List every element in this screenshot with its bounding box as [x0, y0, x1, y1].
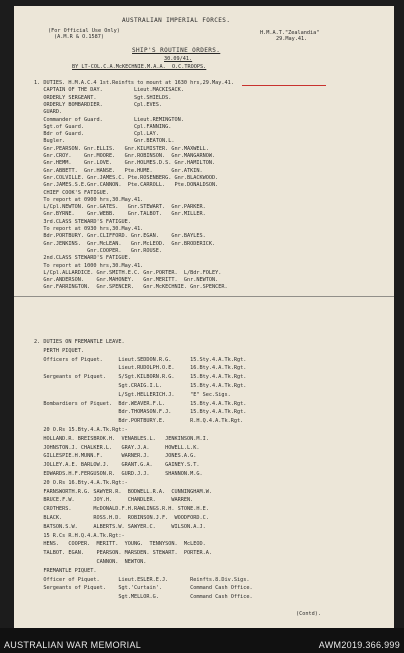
- orders-date: 30.09/41.: [164, 56, 193, 62]
- document-line: Sgt.MELLOR.G. Command Cash Office.: [34, 594, 253, 601]
- document-line: To report at 0930 hrs,30.May.41.: [34, 226, 144, 232]
- document-line: CANNON. NEWTON.: [34, 559, 147, 565]
- document-line: Lieut.RUDOLPH.O.E. 16.Bty.4.A.Tk.Rgt.: [34, 365, 247, 372]
- document-line: JOHNSTON.J. CHALKER.L. GRAY.J.A. HOWELL.L.K.: [34, 444, 200, 451]
- document-line: Bdr.THOMASON.F.J. 15.Bty.4.A.Tk.Rgt.: [34, 409, 247, 416]
- document-line: TALBOT. EGAN. PEARSON. MARSDEN. STEWART. PORTER.A.: [34, 550, 213, 557]
- document-line: CAPTAIN OF THE DAY. Lieut.MACKISACK.: [34, 87, 184, 94]
- continued-label: (Contd).: [296, 611, 321, 617]
- document-line: To report at 0900 hrs,30.May.41.: [34, 196, 144, 203]
- document-line: FARNSWORTH.R.G. SAWYER.R. BODWELL.R.A. CUNNINGHAM.W.: [34, 488, 213, 495]
- document-line: EDWARDS.H.F.FERGUSON.R. GURD.J.J. SHANNON.M.G.: [34, 471, 203, 477]
- orders-title: SHIP'S ROUTINE ORDERS.: [132, 47, 221, 54]
- document-line: L/Cpl.NEWTON. Gnr.GATES. Gnr.STEWART. Gnr.PARKER.: [34, 204, 206, 211]
- document-line: Gnr.COOPER. Gnr.ROUSE.: [34, 247, 163, 254]
- ship-name: H.M.A.T."Zealandia": [260, 30, 320, 36]
- document-line: JOLLEY.A.E. BARLOW.J. GRANT.G.A. GAINEY.S.T.: [34, 462, 200, 469]
- document-line: 1. DUTIES. H.M.A.C.4 1st.Reinfts to mount at 1630 hrs,29.May.41.: [34, 80, 234, 86]
- document-line: Commander of Guard. Lieut.REMINGTON.: [34, 116, 184, 123]
- document-line: BLACK. ROSS.H.D. ROBINSON.J.F. WOODFORD.C.: [34, 515, 209, 521]
- document-line: Sgt.CRAIG.I.L. 15.Bty.4.A.Tk.Rgt.: [34, 383, 247, 389]
- red-underline-mark: [242, 85, 326, 86]
- document-line: BATSON.S.W. ALBERTS.W. SAWYER.C. WILSON.A.J.: [34, 523, 206, 530]
- document-line: ORDERLY SERGEANT. Sgt.SHIELDS.: [34, 94, 172, 101]
- document-line: GUARD.: [34, 109, 63, 116]
- document-line: To report at 1000 hrs,30.May.41.: [34, 262, 144, 269]
- document-line: CHIEF COOK'S FATIGUE.: [34, 189, 109, 196]
- document-line: Bdr.PORTBURY.E. R.H.Q.4.A.Tk.Rgt.: [34, 418, 244, 425]
- document-line: HOLLAND.R. BREISBROK.H. VENABLES.L. JENKINSON.M.I.: [34, 435, 209, 442]
- document-line: Bombardiers of Piquet. Bdr.WEAVER.F.L. 15.Bty.4.A.Tk.Rgt.: [34, 400, 247, 407]
- document-line: Sergeants of Piquet. Sgt.'Curtain'. Command Cash Office.: [34, 585, 253, 592]
- document-line: Sgt.of Guard. Cpl.FANNING.: [34, 123, 172, 130]
- document-line: Bdr of Guard. Cpl.LAY.: [34, 131, 159, 138]
- document-line: Gnr.JAMES.S.E.Gnr.CANNON. Pte.CARROLL. Pte.DONALDSON.: [34, 182, 219, 189]
- document-line: PERTH PIQUET.: [34, 347, 84, 354]
- document-date: 29.May.41.: [276, 36, 308, 42]
- document-line: Gnr.BYRNE. Gnr.WEBB. Gnr.TALBOT. Gnr.MILLER.: [34, 211, 206, 218]
- by-line: BY LT-COL.C.A.McKECHNIE.M.A.A. O.C.TROOPS.: [72, 64, 207, 70]
- document-line: GILLESPIE.H.MUNN.F. WARNER.J. JONES.A.G.: [34, 453, 197, 460]
- footer-bar: [0, 628, 404, 653]
- document-line: 20 O.Rs 16.Bty.4.A.Tk.Rgt:-: [34, 479, 128, 486]
- reference-label: (A.M.R & O.1587): [54, 34, 104, 40]
- document-line: Officer of Piquet. Lieut.ESLER.E.J. Reinfts.8.Div.Sigs.: [34, 576, 250, 583]
- official-use-label: (For Official Use Only): [48, 28, 120, 34]
- document-line: Gnr.JENKINS. Gnr.McLEAN. Gnr.McLEOD. Gnr.BRODERICK.: [34, 240, 216, 247]
- document-line: Gnr.HEMM. Gnr.LOVE. Gnr.HOLMES.D.S. Gnr.HAMILTON.: [34, 160, 216, 167]
- document-line: 15 R.Cs R.H.Q.4.A.Tk.Rgt:-: [34, 532, 125, 539]
- document-line: 2nd.CLASS STEWARD'S FATIGUE.: [34, 255, 131, 262]
- document-line: Officers of Piquet. Lieut.SEDDON.R.G. 15.Sty.4.A.Tk.Rgt.: [34, 356, 247, 363]
- document-line: Bugler. Gnr.BEATON.L.: [34, 138, 175, 145]
- document-line: BRUCE.F.W. JOY.H. CHANDLER. WARREN.: [34, 497, 194, 504]
- document-line: L/Sgt.HELLERICH.J. "E" Sec.Sigs.: [34, 391, 231, 398]
- document-line: ORDERLY BOMBARDIER. Cpl.EVES.: [34, 101, 163, 108]
- document-line: Gnr.COLVILLE. Gnr.JAMES.C. Pte.ROSENBERG. Gnr.BLACKWOOD.: [34, 174, 219, 181]
- footer-left-credit: AUSTRALIAN WAR MEMORIAL: [4, 640, 142, 650]
- document-line: L/Cpl.ALLARDICE. Gnr.SMITH.E.C. Gnr.PORTER. L/Bdr.FOLEY.: [34, 269, 222, 276]
- document-line: FREMANTLE PIQUET.: [34, 567, 97, 574]
- document-line: Bdr.PORTBURY. Gnr.CLIFFORD. Gnr.EGAN. Gnr.BAYLES.: [34, 233, 206, 240]
- document-line: Gnr.ABBETT. Gnr.HANSE. Pte.HUME. Gnr.ATKIN.: [34, 167, 203, 174]
- document-line: 3rd.CLASS STEWARD'S FATIGUE.: [34, 218, 131, 225]
- document-line: 2. DUTIES ON FREMANTLE LEAVE.: [34, 339, 125, 345]
- document-line: Sergeants of Piquet. S/Sgt.KILBORN.R.G. 15.Bty.4.A.Tk.Rgt.: [34, 374, 247, 381]
- document-title: AUSTRALIAN IMPERIAL FORCES.: [122, 17, 231, 24]
- document-line: CROTHERS. McDONALD.F.H.RAWLINGS.R.H. STONE.H.E.: [34, 506, 209, 513]
- document-page: [14, 6, 394, 628]
- document-line: Gnr.PEARSON. Gnr.ELLIS. Gnr.KILMISTER. Gnr.MAXWELL.: [34, 145, 209, 152]
- document-line: 20 O.Rs 15.Bty.4.A.Tk.Rgt:-: [34, 427, 128, 433]
- footer-accession-id: AWM2019.366.999: [318, 640, 400, 650]
- document-line: Gnr.ANDERSON. Gnr.MAHONEY. Gnr.MERITT. Gnr.NEWTON.: [34, 277, 219, 284]
- fold-line: [14, 296, 394, 297]
- document-line: HENS. COOPER. MERITT. YOUNG. TENNYSON. McLEOD.: [34, 541, 206, 548]
- document-line: Gnr.CROY. Gnr.MOORE. Gnr.ROBINSON. Gnr.MANGARNOW.: [34, 153, 216, 159]
- document-line: Gnr.FARRINGTON. Gnr.SPENCER. Gnr.McKECHNIE. Gnr.SPENCER.: [34, 284, 228, 291]
